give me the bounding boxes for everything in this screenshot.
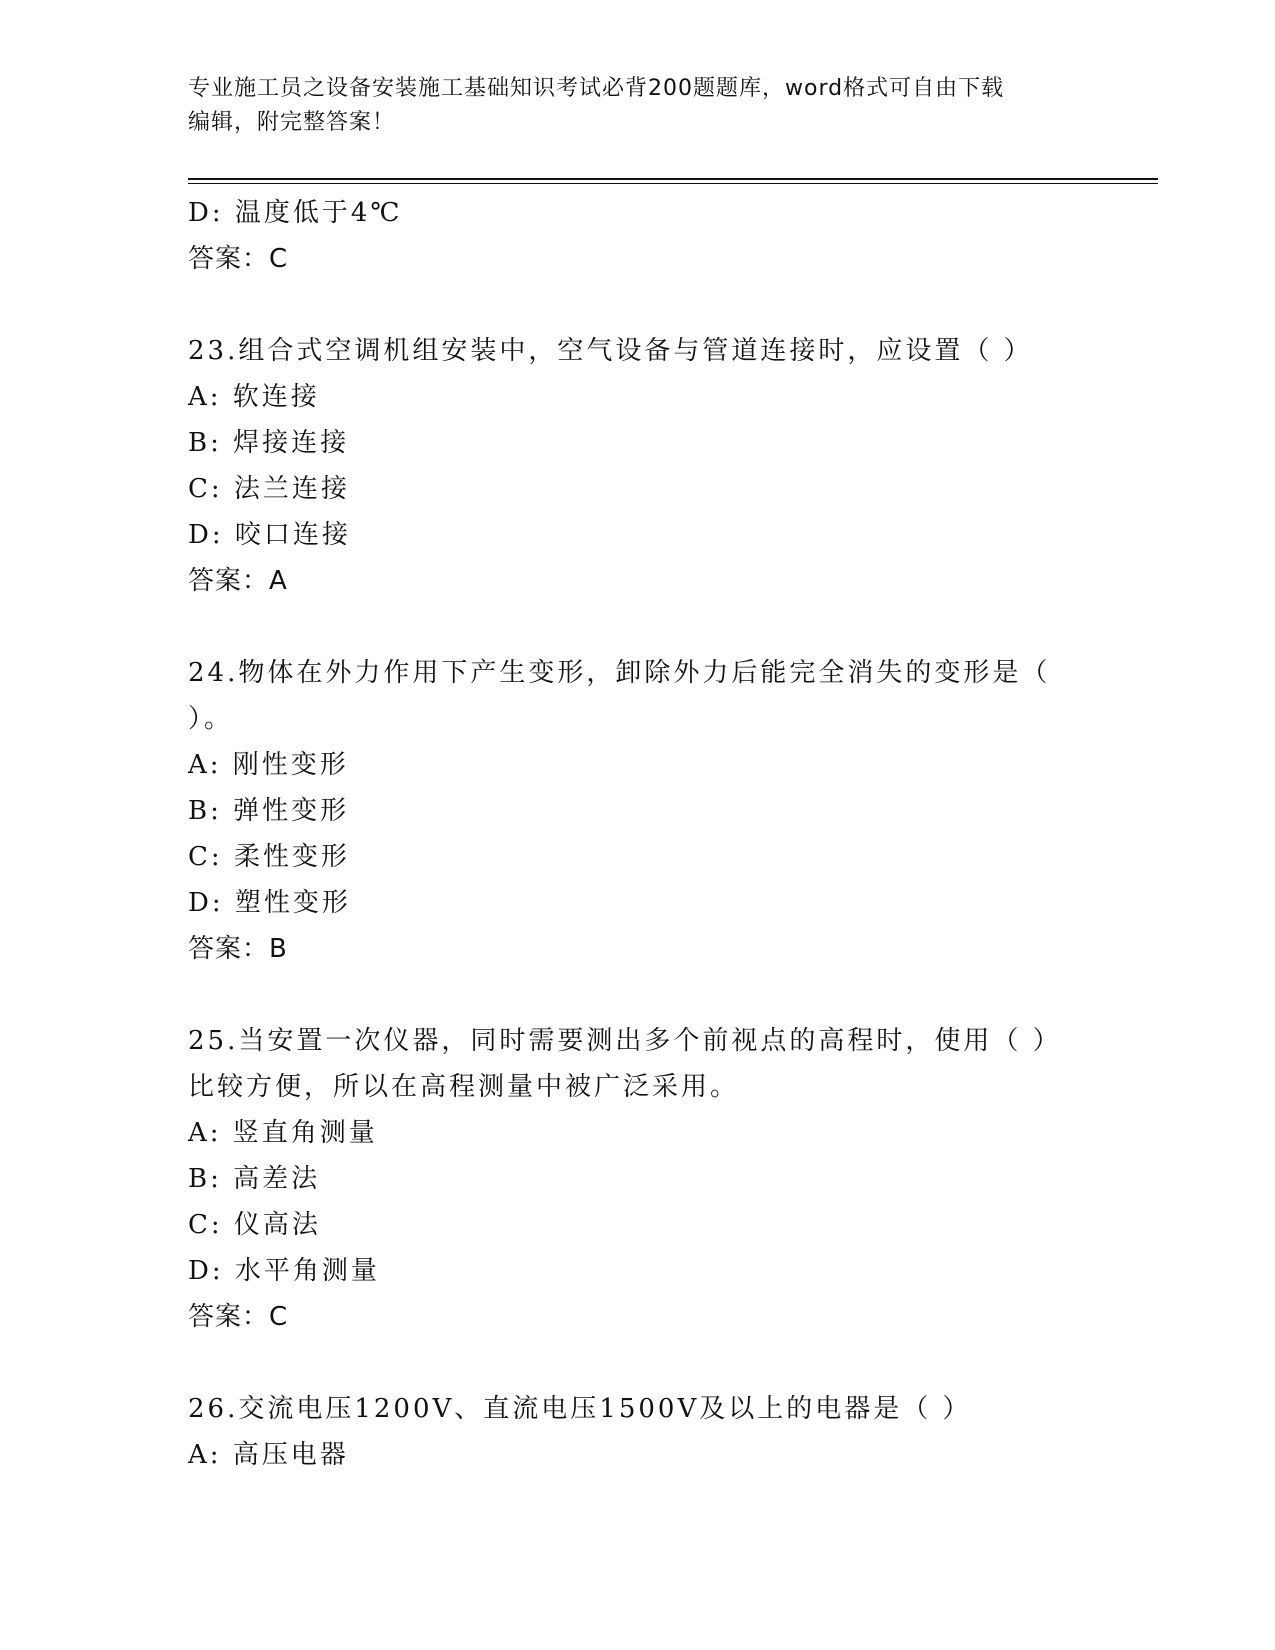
question-stem: 23.组合式空调机组安装中，空气设备与管道连接时，应设置（ ）: [188, 336, 1033, 366]
option-c: C: 法兰连接: [188, 474, 350, 504]
header-line-1: 专业施工员之设备安装施工基础知识考试必背200题题库，word格式可自由下载: [188, 76, 1005, 101]
question-list: [188, 190, 1088, 1478]
option-a: A: 高压电器: [188, 1440, 349, 1470]
answer: 答案：B: [188, 934, 288, 964]
question-stem-line-2: ）。: [188, 704, 234, 734]
option-a: A: 刚性变形: [188, 750, 349, 780]
document-header: [188, 72, 1088, 140]
spacer: [188, 1340, 1088, 1386]
option-c: C: 仪高法: [188, 1210, 321, 1240]
question-stem-line-2: 比较方便，所以在高程测量中被广泛采用。: [188, 1072, 740, 1102]
question-25: [188, 1018, 1088, 1340]
header-rule-thick: [188, 178, 1158, 180]
question-stem: 26.交流电压1200V、直流电压1500V及以上的电器是（ ）: [188, 1394, 972, 1424]
answer: 答案：A: [188, 566, 288, 596]
option-d: D: 咬口连接: [188, 520, 351, 550]
answer: 答案：C: [188, 244, 289, 274]
spacer: [188, 972, 1088, 1018]
question-26: [188, 1386, 1088, 1478]
option-a: A: 软连接: [188, 382, 320, 412]
option-b: B: 弹性变形: [188, 796, 350, 826]
option-b: B: 焊接连接: [188, 428, 350, 458]
option-d: D: 水平角测量: [188, 1256, 380, 1286]
question-stem-line-1: 24.物体在外力作用下产生变形，卸除外力后能完全消失的变形是（: [188, 658, 1051, 688]
question-23: [188, 328, 1088, 604]
option-c: C: 柔性变形: [188, 842, 350, 872]
spacer: [188, 282, 1088, 328]
header-rule-thin: [188, 183, 1158, 184]
answer: 答案：C: [188, 1302, 289, 1332]
question-stem-line-1: 25.当安置一次仪器，同时需要测出多个前视点的高程时，使用（ ）: [188, 1026, 1062, 1056]
header-line-2: 编辑，附完整答案！: [188, 110, 396, 135]
option-a: A: 竖直角测量: [188, 1118, 378, 1148]
option-b: B: 高差法: [188, 1164, 321, 1194]
question-24: [188, 650, 1088, 972]
question-22-tail: [188, 190, 1088, 282]
option-d: D: 温度低于4℃: [188, 198, 403, 228]
spacer: [188, 604, 1088, 650]
option-d: D: 塑性变形: [188, 888, 351, 918]
